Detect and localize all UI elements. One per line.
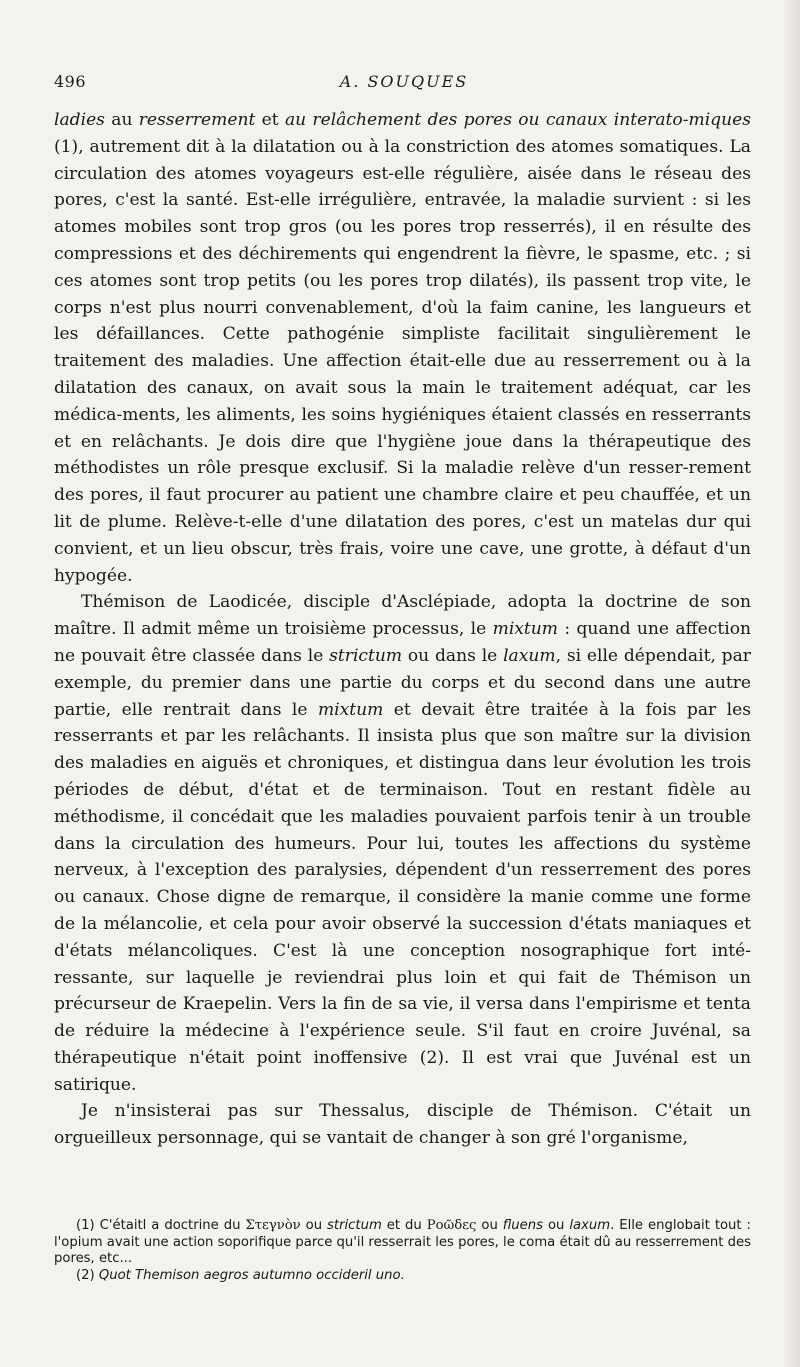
footnotes	[54, 1218, 751, 1284]
text-run: au relâchement des pores ou canaux interato-miques	[284, 110, 752, 130]
text-run: . Elle englobait tout : l'opium avait une action soporifique parce qu'il resserrait les pores, le coma était dû au resserrement des pores, etc...	[54, 1218, 751, 1267]
page-edge-shadow	[782, 0, 800, 1367]
text-run: et du	[381, 1218, 427, 1233]
text-run: , si elle dépendait, par exemple, du premier dans une partie du corps et du second dans une autre partie, elle rentrait dans le	[54, 645, 751, 720]
text-run: strictum	[329, 645, 403, 666]
text-run: Quot Themison aegros autumno occideril uno.	[98, 1267, 405, 1283]
text-run: et devait être traitée à la fois par les resserrants et par les relâchants. Il insista plus que son maître sur la division des maladies en aiguës et chroniques, et distingua dans leur évolution les trois périodes de début, d'état et de terminaison. Tout en restant fidèle au méthodisme, il concédait que les maladies pouvaient parfois tenir à un trouble dans la circulation des humeurs. Pour lui, toutes les affections du système nerveux, à l'exception des paralysies, dépendent d'un resserrement des pores ou canaux. Chose digne de remarque, il considère la manie comme une forme de la mélancolie, et cela pour avoir observé la succession d'états maniaques et d'états mélancoliques. C'est là une conception nosographique fort inté-ressante, sur laquelle je reviendrai plus loin et qui fait de Thémison un précurseur de Kraepelin. Vers la fin de sa vie, il versa dans l'empirisme et tenta de réduire la médecine à l'expérience seule. S'il faut en croire Juvénal, sa thérapeutique n'était point inoffensive (2). Il est vrai que Juvénal est un satirique.	[54, 699, 751, 1095]
page-header	[54, 72, 754, 96]
page-number: 496	[54, 72, 87, 91]
text-run: : quand une affection ne pouvait être classée dans le	[54, 619, 751, 666]
footnote-2	[54, 1268, 751, 1285]
text-run: et	[255, 110, 285, 130]
text-run: mixtum	[492, 619, 559, 640]
text-run: ou	[300, 1218, 328, 1233]
text-run: au	[104, 110, 139, 130]
text-run: fluens	[502, 1218, 544, 1233]
text-run: ou	[543, 1218, 570, 1233]
text-run: strictum	[327, 1218, 382, 1233]
paragraph-1	[54, 107, 751, 589]
text-run: ladies	[54, 110, 105, 130]
text-run: (2)	[76, 1267, 99, 1283]
text-run: ou	[476, 1218, 503, 1233]
text-run: laxum	[569, 1218, 611, 1233]
greek-term: Ροῶδες	[426, 1218, 477, 1233]
text-run: Thémison de Laodicée, disciple d'Asclépiade, adopta la doctrine de son maître. Il admit même un troisième processus, le	[54, 592, 751, 640]
text-run: mixtum	[317, 699, 384, 720]
text-run: ou dans le	[402, 645, 504, 666]
paragraph-3	[54, 1098, 751, 1152]
text-run: (1) C'étaitl a doctrine du	[76, 1218, 246, 1233]
body-text	[54, 107, 751, 1152]
footnote-1	[54, 1218, 751, 1268]
greek-term: Στεγνὸν	[245, 1218, 301, 1233]
text-run: (1), autrement dit à la dilatation ou à la constriction des atomes somatiques. La circulation des atomes voyageurs est-elle régulière, aisée dans le réseau des pores, c'est la santé. Est-elle irrégulière, entravée, la maladie survient : si les atomes mobiles sont trop gros (ou les pores trop resserrés), il en résulte des compressions et des déchirements qui engendrent la fièvre, le spasme, etc. ; si ces atomes sont trop petits (ou les pores trop dilatés), ils passent trop vite, le corps n'est plus nourri convenablement, d'où la faim canine, les langueurs et les défaillances. Cette pathogénie simpliste facilitait singulièrement le traitement des maladies. Une affection était-elle due au resserrement ou à la dilatation des canaux, on avait sous la main le traitement adéquat, car les médica-ments, les aliments, les soins hygiéniques étaient classés en resserrants et en relâchants. Je dois dire que l'hygiène joue dans la thérapeutique des méthodistes un rôle presque exclusif. Si la maladie relève d'un resser-rement des pores, il faut procurer au patient une chambre claire et peu chauffée, et un lit de plume. Relève-t-elle d'une dilatation des pores, c'est un matelas dur qui convient, et un lieu obscur, très frais, voire une cave, une grotte, à défaut d'un hypogée.	[54, 136, 751, 586]
paragraph-2	[54, 589, 751, 1098]
text-run: laxum	[503, 645, 556, 666]
text-run: resserrement	[138, 110, 256, 130]
text-run: Je n'insisterai pas sur Thessalus, disciple de Thémison. C'était un orgueilleux personnage, qui se vantait de changer à son gré l'organisme,	[54, 1101, 751, 1149]
running-head: A. SOUQUES	[339, 72, 469, 91]
